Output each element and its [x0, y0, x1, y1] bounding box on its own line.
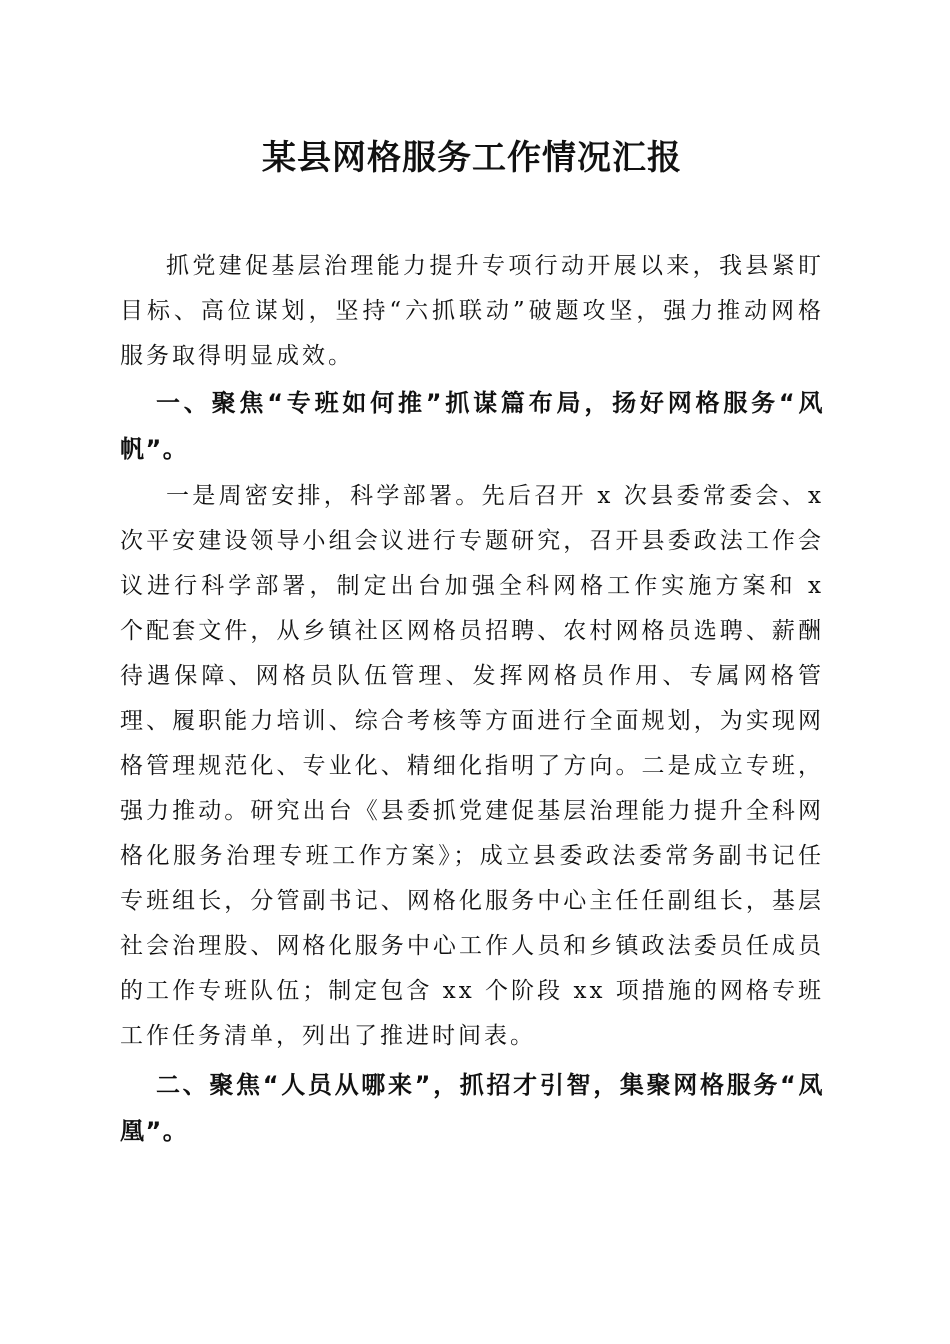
intro-paragraph: 抓党建促基层治理能力提升专项行动开展以来，我县紧盯目标、高位谋划，坚持“六抓联动”破题攻坚，强力推动网格服务取得明显成效。: [120, 253, 824, 369]
document-title: 某县网格服务工作情况汇报: [262, 138, 682, 178]
section-1-heading: 一、聚焦“专班如何推”抓谋篇布局，扬好网格服务“风帆”。: [120, 389, 824, 463]
section-2-heading: 二、聚焦“人员从哪来”，抓招才引智，集聚网格服务“凤凰”。: [120, 1071, 824, 1145]
section-1-body: 一是周密安排，科学部署。先后召开 x 次县委常委会、x 次平安建设领导小组会议进行专题研究，召开县委政法工作会议进行科学部署，制定出台加强全科网格工作实施方案和 x 个配套文件，从乡镇社区网格员招聘、农村网格员选聘、薪酬待遇保障、网格员队伍管理、发挥网格员作用、专属网格管理、履职能力培训、综合考核等方面进行全面规划，为实现网格管理规范化、专业化、精细化指明了方向。二是成立专班，强力推动。研究出台《县委抓党建促基层治理能力提升全科网格化服务治理专班工作方案》；成立县委政法委常务副书记任专班组长，分管副书记、网格化服务中心主任任副组长，基层社会治理股、网格化服务中心工作人员和乡镇政法委员任成员的工作专班队伍；制定包含 xx 个阶段 xx 项措施的网格专班工作任务清单，列出了推进时间表。: [120, 483, 824, 1049]
